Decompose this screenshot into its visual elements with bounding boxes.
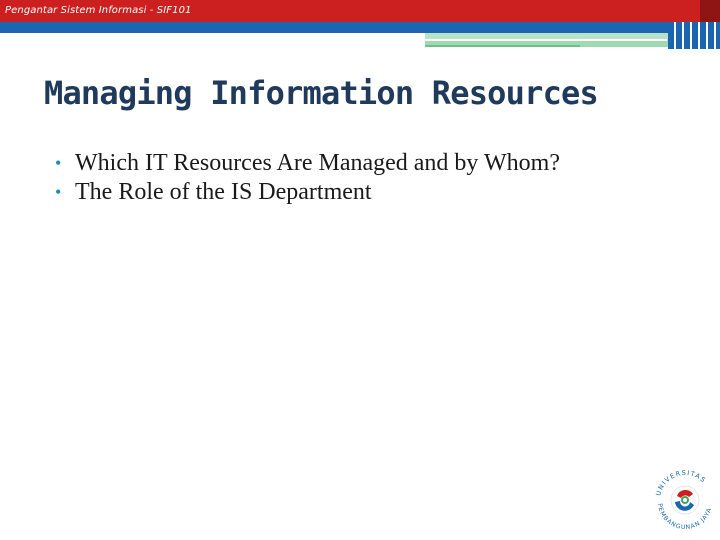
logo-bottom-text: PEMBANGUNAN JAYA (655, 502, 714, 532)
bullet-icon: • (55, 153, 62, 173)
bullet-text: Which IT Resources Are Managed and by Whom? (75, 150, 560, 176)
university-logo-icon (650, 462, 720, 534)
bullet-item (55, 179, 615, 206)
header-white-stripe (425, 39, 667, 41)
bullet-text: The Role of the IS Department (75, 179, 372, 205)
header-dark-red-block (700, 0, 720, 22)
header-vertical-stripes (668, 22, 720, 49)
course-label: Pengantar Sistem Informasi - SIF101 (5, 5, 192, 16)
slide-title: Managing Information Resources (44, 74, 598, 112)
bullet-list (55, 150, 615, 208)
header-blue-bar (0, 22, 720, 33)
bullet-item (55, 150, 615, 177)
header-green-stripe (425, 45, 580, 47)
logo-top-text: UNIVERSITAS (654, 468, 708, 497)
bullet-icon: • (55, 182, 62, 202)
